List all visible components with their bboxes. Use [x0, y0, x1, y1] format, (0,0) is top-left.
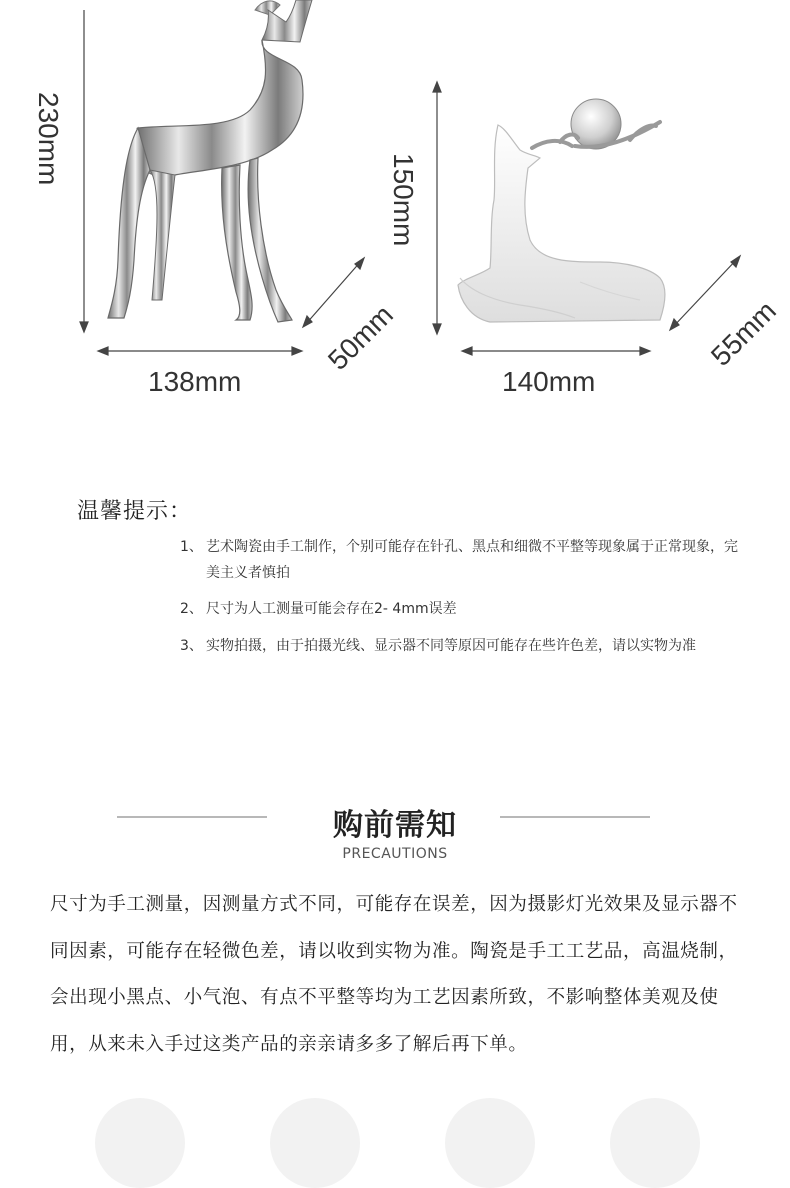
- white-deer-figure: [458, 99, 665, 322]
- decorative-circle: [610, 1098, 700, 1188]
- left-depth-label: 50mm: [322, 298, 399, 376]
- decorative-circle: [95, 1098, 185, 1188]
- tip-item-3: [180, 633, 740, 659]
- tip-number: 1、: [180, 539, 203, 555]
- right-height-label: 150mm: [388, 153, 419, 247]
- precautions-title: 购前需知: [333, 808, 457, 843]
- tip-item-1: [180, 534, 740, 586]
- tip-number: 3、: [180, 638, 203, 654]
- silver-deer-figure: [108, 0, 312, 322]
- precautions-subtitle: PRECAUTIONS: [342, 846, 448, 862]
- tip-text: 尺寸为人工测量可能会存在2- 4mm误差: [206, 601, 457, 617]
- right-depth-label: 55mm: [705, 294, 782, 372]
- precautions-body: 尺寸为手工测量，因测量方式不同，可能存在误差，因为摄影灯光效果及显示器不同因素，可能存在轻微色差，请以收到实物为准。陶瓷是手工工艺品，高温烧制，会出现小黑点、小气泡、有点不平整等均为工艺因素所致，不影响整体美观及使用，从来未入手过这类产品的亲亲请多多了解后再下单。: [50, 894, 738, 1055]
- decorative-circle: [445, 1098, 535, 1188]
- tips-title: 温馨提示：: [77, 499, 193, 524]
- decorative-circle: [270, 1098, 360, 1188]
- dimension-section: [0, 0, 790, 430]
- left-width-label: 138mm: [148, 366, 242, 397]
- left-height-label: 230mm: [33, 92, 64, 186]
- tip-text: 艺术陶瓷由手工制作，个别可能存在针孔、黑点和细微不平整等现象属于正常现象，完美主义者慎拍: [206, 539, 738, 581]
- right-width-label: 140mm: [502, 366, 596, 397]
- tip-number: 2、: [180, 601, 203, 617]
- tip-item-2: [180, 596, 740, 622]
- tip-text: 实物拍摄，由于拍摄光线、显示器不同等原因可能存在些许色差，请以实物为准: [206, 638, 696, 654]
